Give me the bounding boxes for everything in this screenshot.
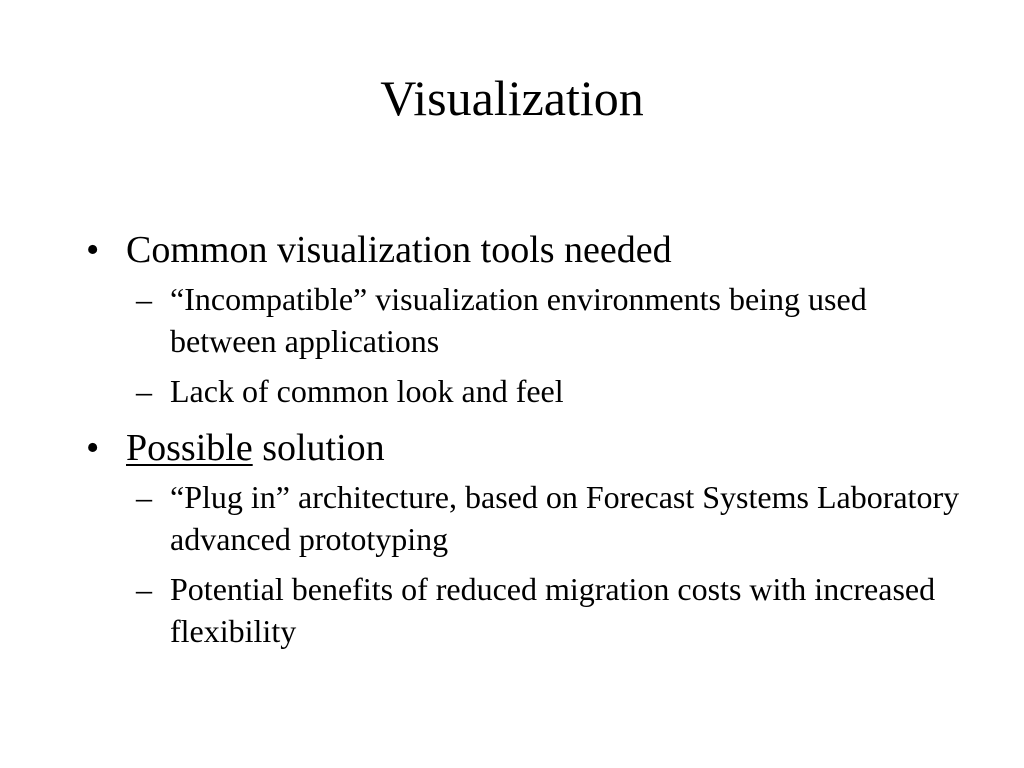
- sub-bullet-item: [80, 370, 980, 412]
- bullet-icon: •: [86, 427, 100, 469]
- dash-icon: –: [136, 373, 152, 409]
- slide-body: [80, 228, 980, 652]
- bullet-item: [80, 228, 980, 272]
- sub-bullet-text: “Plug in” architecture, based on Forecast Systems Laboratory advanced prototyping: [170, 479, 960, 557]
- sub-bullet-item: [80, 476, 980, 560]
- sub-bullet-item: [80, 278, 980, 362]
- slide-title: Visualization: [380, 70, 644, 126]
- bullet-item: [80, 426, 980, 470]
- bullet-text: Common visualization tools needed: [126, 229, 672, 271]
- dash-icon: –: [136, 281, 152, 317]
- dash-icon: –: [136, 571, 152, 607]
- dash-icon: –: [136, 479, 152, 515]
- sub-bullet-text: Potential benefits of reduced migration costs with increased flexibility: [170, 571, 936, 649]
- bullet-text: solution: [252, 427, 385, 469]
- sub-bullet-text: Lack of common look and feel: [170, 373, 564, 409]
- sub-bullet-item: [80, 568, 980, 652]
- bullet-icon: •: [86, 229, 100, 271]
- bullet-underlined-word: Possible: [126, 427, 253, 469]
- sub-bullet-text: “Incompatible” visualization environments being used between applications: [170, 281, 867, 359]
